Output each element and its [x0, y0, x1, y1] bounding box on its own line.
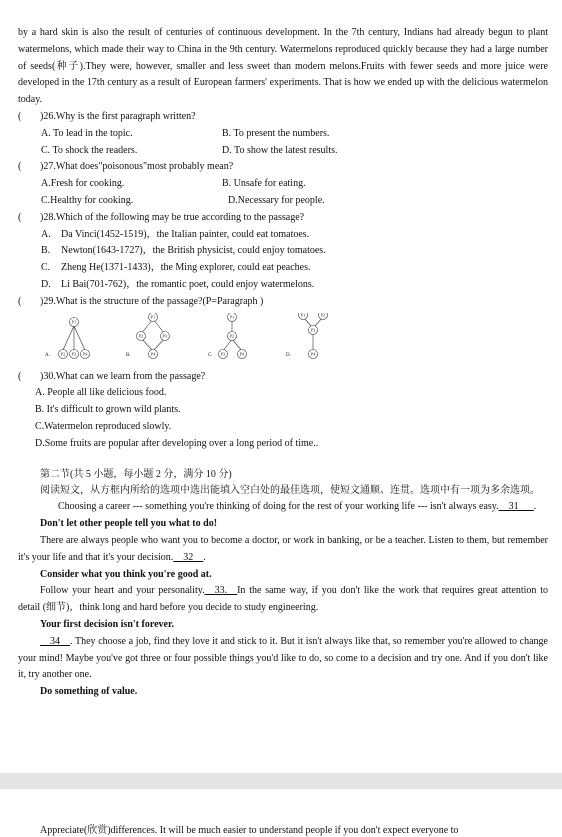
option-28d — [18, 277, 548, 294]
option-28c — [18, 260, 548, 277]
question-27-stem: )27.What does"poisonous"most probably mean? — [40, 161, 234, 173]
option-27b: B. Unsafe for eating. — [222, 178, 306, 190]
option-26c: C. To shock the readers. — [41, 144, 138, 156]
next-page-first-line: Appreciate(欣赏)differences. It will be much easier to understand people if you don't expect everyone to — [40, 825, 459, 836]
question-26 — [18, 109, 548, 126]
cloze-paragraph-4 — [18, 634, 548, 684]
question-27-options-row2 — [18, 193, 548, 210]
option-letter: D. — [41, 278, 51, 290]
option-30a: A. People all like delicious food. — [35, 387, 167, 399]
blank-31: __31___ — [498, 501, 534, 513]
node: P4 — [82, 351, 88, 357]
blank-33: __33.__ — [204, 585, 238, 597]
question-26-options-row1 — [18, 126, 548, 143]
option-27c: C.Healthy for cooking. — [41, 194, 134, 206]
diagram-a-label: A. — [45, 352, 50, 358]
question-26-stem: )26.Why is the first paragraph written? — [40, 110, 196, 122]
question-28 — [18, 210, 548, 227]
node: P1 — [150, 314, 156, 320]
cloze-text: . They choose a job, find they love it and stick to it. But it isn't always like that, so remember you're allowed to change your mind! Maybe you've got three or four possible things you'd like to do, so come to a decision and try one. And if you don't like it, try another one. — [18, 635, 548, 681]
cloze-text: Choosing a career --- something you're thinking of doing for the rest of your working life --- isn't always easy. — [58, 501, 499, 513]
cloze-text: . — [203, 551, 206, 563]
worksheet — [18, 25, 548, 701]
question-27 — [18, 159, 548, 176]
cloze-text: In the same way, if you don't like the work that requires great attention to detail (细节)，think long and hard before you decide to study engineering. — [18, 585, 548, 614]
option-28b — [18, 243, 548, 260]
node: P2 — [138, 333, 144, 339]
diagram-b — [126, 313, 170, 359]
blank-34: __34__ — [40, 635, 70, 647]
page-break-gap — [0, 773, 562, 789]
diagram-c-label: C. — [208, 352, 213, 358]
diagram-a — [45, 317, 90, 358]
option-30b: B. It's difficult to grown wild plants. — [35, 404, 181, 416]
node: P3 — [71, 351, 77, 357]
cloze-text: There are always people who want you to become a doctor, or work in banking, or be a teacher. Listen to them, but remember it's your life and that it's your decision. — [18, 534, 548, 563]
option-letter: A. — [41, 228, 51, 240]
option-text: Li Bai(701-762)，the romantic poet, could enjoy watermelons. — [61, 278, 315, 290]
option-26a: A. To lead in the topic. — [41, 127, 133, 139]
section-2-instructions: 阅读短文，从方框内所给的选项中选出能填入空白处的最佳选项，使短文通顺、连贯。选项中有一项为多余选项。 — [40, 484, 540, 496]
passage-ending: by a hard skin is also the result of centuries of continuous development. In the 7th century, Indians had already begun to plant watermelons, which made their way to China in the 9th century. Watermelons reproduced quickly because they had a large number of seeds(种子).They were, however, smaller and less sweet than modern melons.Fruits with fewer seeds and more juice were developed in the 17th century as a result of European farmers' experiments. That is how we ended up with the delicious watermelon today. — [18, 27, 548, 106]
question-26-options-row2 — [18, 143, 548, 160]
option-26b: B. To present the numbers. — [222, 127, 330, 139]
cloze-paragraph-3 — [18, 583, 548, 617]
question-30 — [18, 369, 548, 386]
cloze-heading-4: Do something of value. — [40, 686, 138, 698]
answer-bracket: ( — [18, 110, 22, 122]
answer-bracket: ( — [18, 370, 22, 382]
option-letter: B. — [41, 245, 51, 257]
option-text: Zheng He(1371-1433)，the Ming explorer, could eat peaches. — [61, 262, 311, 274]
question-27-options-row1 — [18, 176, 548, 193]
node: P1 — [229, 314, 235, 320]
option-text: Da Vinci(1452-1519)，the Italian painter, could eat tomatoes. — [61, 228, 310, 240]
question-30-stem: )30.What can we learn from the passage? — [40, 370, 206, 382]
answer-bracket: ( — [18, 161, 22, 173]
cloze-heading-1: Don't let other people tell you what to do! — [40, 518, 218, 530]
cloze-text: . — [533, 501, 537, 513]
blank-32: __32__ — [173, 551, 204, 563]
option-26d: D. To show the latest results. — [222, 144, 338, 156]
node: P2 — [229, 333, 235, 339]
node: P2 — [320, 312, 326, 318]
cloze-heading-2: Consider what you think you're good at. — [40, 568, 212, 580]
answer-bracket: ( — [18, 295, 22, 307]
cloze-paragraph-1 — [18, 499, 548, 516]
option-30d: D.Some fruits are popular after developing over a long period of time.. — [35, 437, 319, 449]
node: P3 — [220, 351, 226, 357]
option-text: Newton(1643-1727)，the British physicist, could enjoy tomatoes. — [61, 245, 326, 257]
node: P4 — [310, 351, 316, 357]
option-27d: D.Necessary for people. — [228, 194, 325, 206]
node: P2 — [60, 351, 66, 357]
node: P1 — [300, 312, 306, 318]
diagram-d-label: D. — [286, 352, 291, 358]
node: P1 — [71, 319, 77, 325]
option-27a: A.Fresh for cooking. — [41, 178, 125, 190]
diagram-b-label: B. — [126, 352, 131, 358]
answer-bracket: ( — [18, 211, 22, 223]
option-28a — [18, 227, 548, 244]
diagram-d — [286, 313, 328, 359]
node: P4 — [239, 351, 245, 357]
node: P4 — [150, 351, 156, 357]
cloze-text: Follow your heart and your personality. — [40, 585, 205, 597]
section-2-title: 第二节(共 5 小题，每小题 2 分，满分 10 分) — [40, 468, 232, 480]
option-30c: C.Watermelon reproduced slowly. — [35, 420, 172, 432]
node: P3 — [162, 333, 168, 339]
option-letter: C. — [41, 262, 51, 274]
diagram-c — [208, 313, 247, 359]
node: P3 — [310, 327, 316, 333]
question-29-stem: )29.What is the structure of the passage?(P=Paragraph ) — [40, 295, 264, 307]
question-28-stem: )28.Which of the following may be true according to the passage? — [40, 211, 305, 223]
structure-diagrams-svg — [18, 313, 338, 369]
question-29 — [18, 294, 548, 311]
cloze-paragraph-2 — [18, 533, 548, 567]
structure-diagrams — [18, 313, 548, 369]
cloze-heading-3: Your first decision isn't forever. — [40, 618, 174, 630]
